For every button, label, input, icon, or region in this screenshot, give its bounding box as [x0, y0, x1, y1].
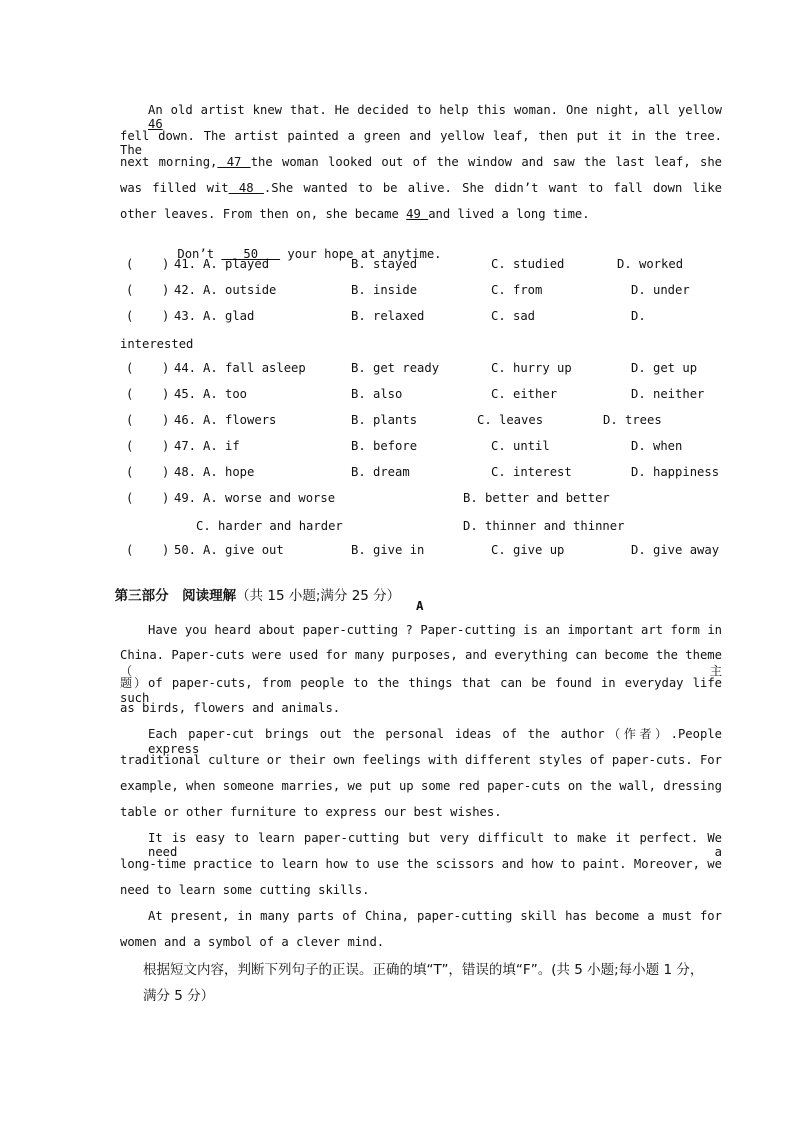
passage-letter: A: [416, 598, 424, 613]
cloze-line: An old artist knew that. He decided to help this woman. One night, all yellow 46: [148, 103, 722, 131]
blank-46: 46: [148, 117, 163, 131]
cloze-line: was filled wit 48 .She wanted to be alive. She didn’t want to fall down like: [120, 181, 722, 195]
section-heading: 第三部分 阅读理解（共 15 小题;满分 25 分）: [114, 588, 401, 604]
blank-48: 48: [228, 181, 264, 195]
instruction-text: 根据短文内容，判断下列句子的正误。正确的填“T”，错误的填“F”。(共 5 小题;每小题 1 分，: [143, 962, 704, 978]
cloze-line: next morning, 47 the woman looked out of the window and saw the last leaf, she: [120, 155, 722, 169]
cloze-line: fell down. The artist painted a green and yellow leaf, then put it in the tree. The: [120, 129, 722, 157]
blank-50: 50: [221, 247, 281, 261]
cloze-line: Don’t 50 your hope at anytime.: [177, 247, 442, 261]
instruction-text-cont: 满分 5 分）: [143, 988, 215, 1004]
blank-49: 49: [406, 207, 429, 221]
cloze-line: other leaves. From then on, she became 49 and lived a long time.: [120, 207, 590, 221]
blank-47: 47: [217, 155, 251, 169]
